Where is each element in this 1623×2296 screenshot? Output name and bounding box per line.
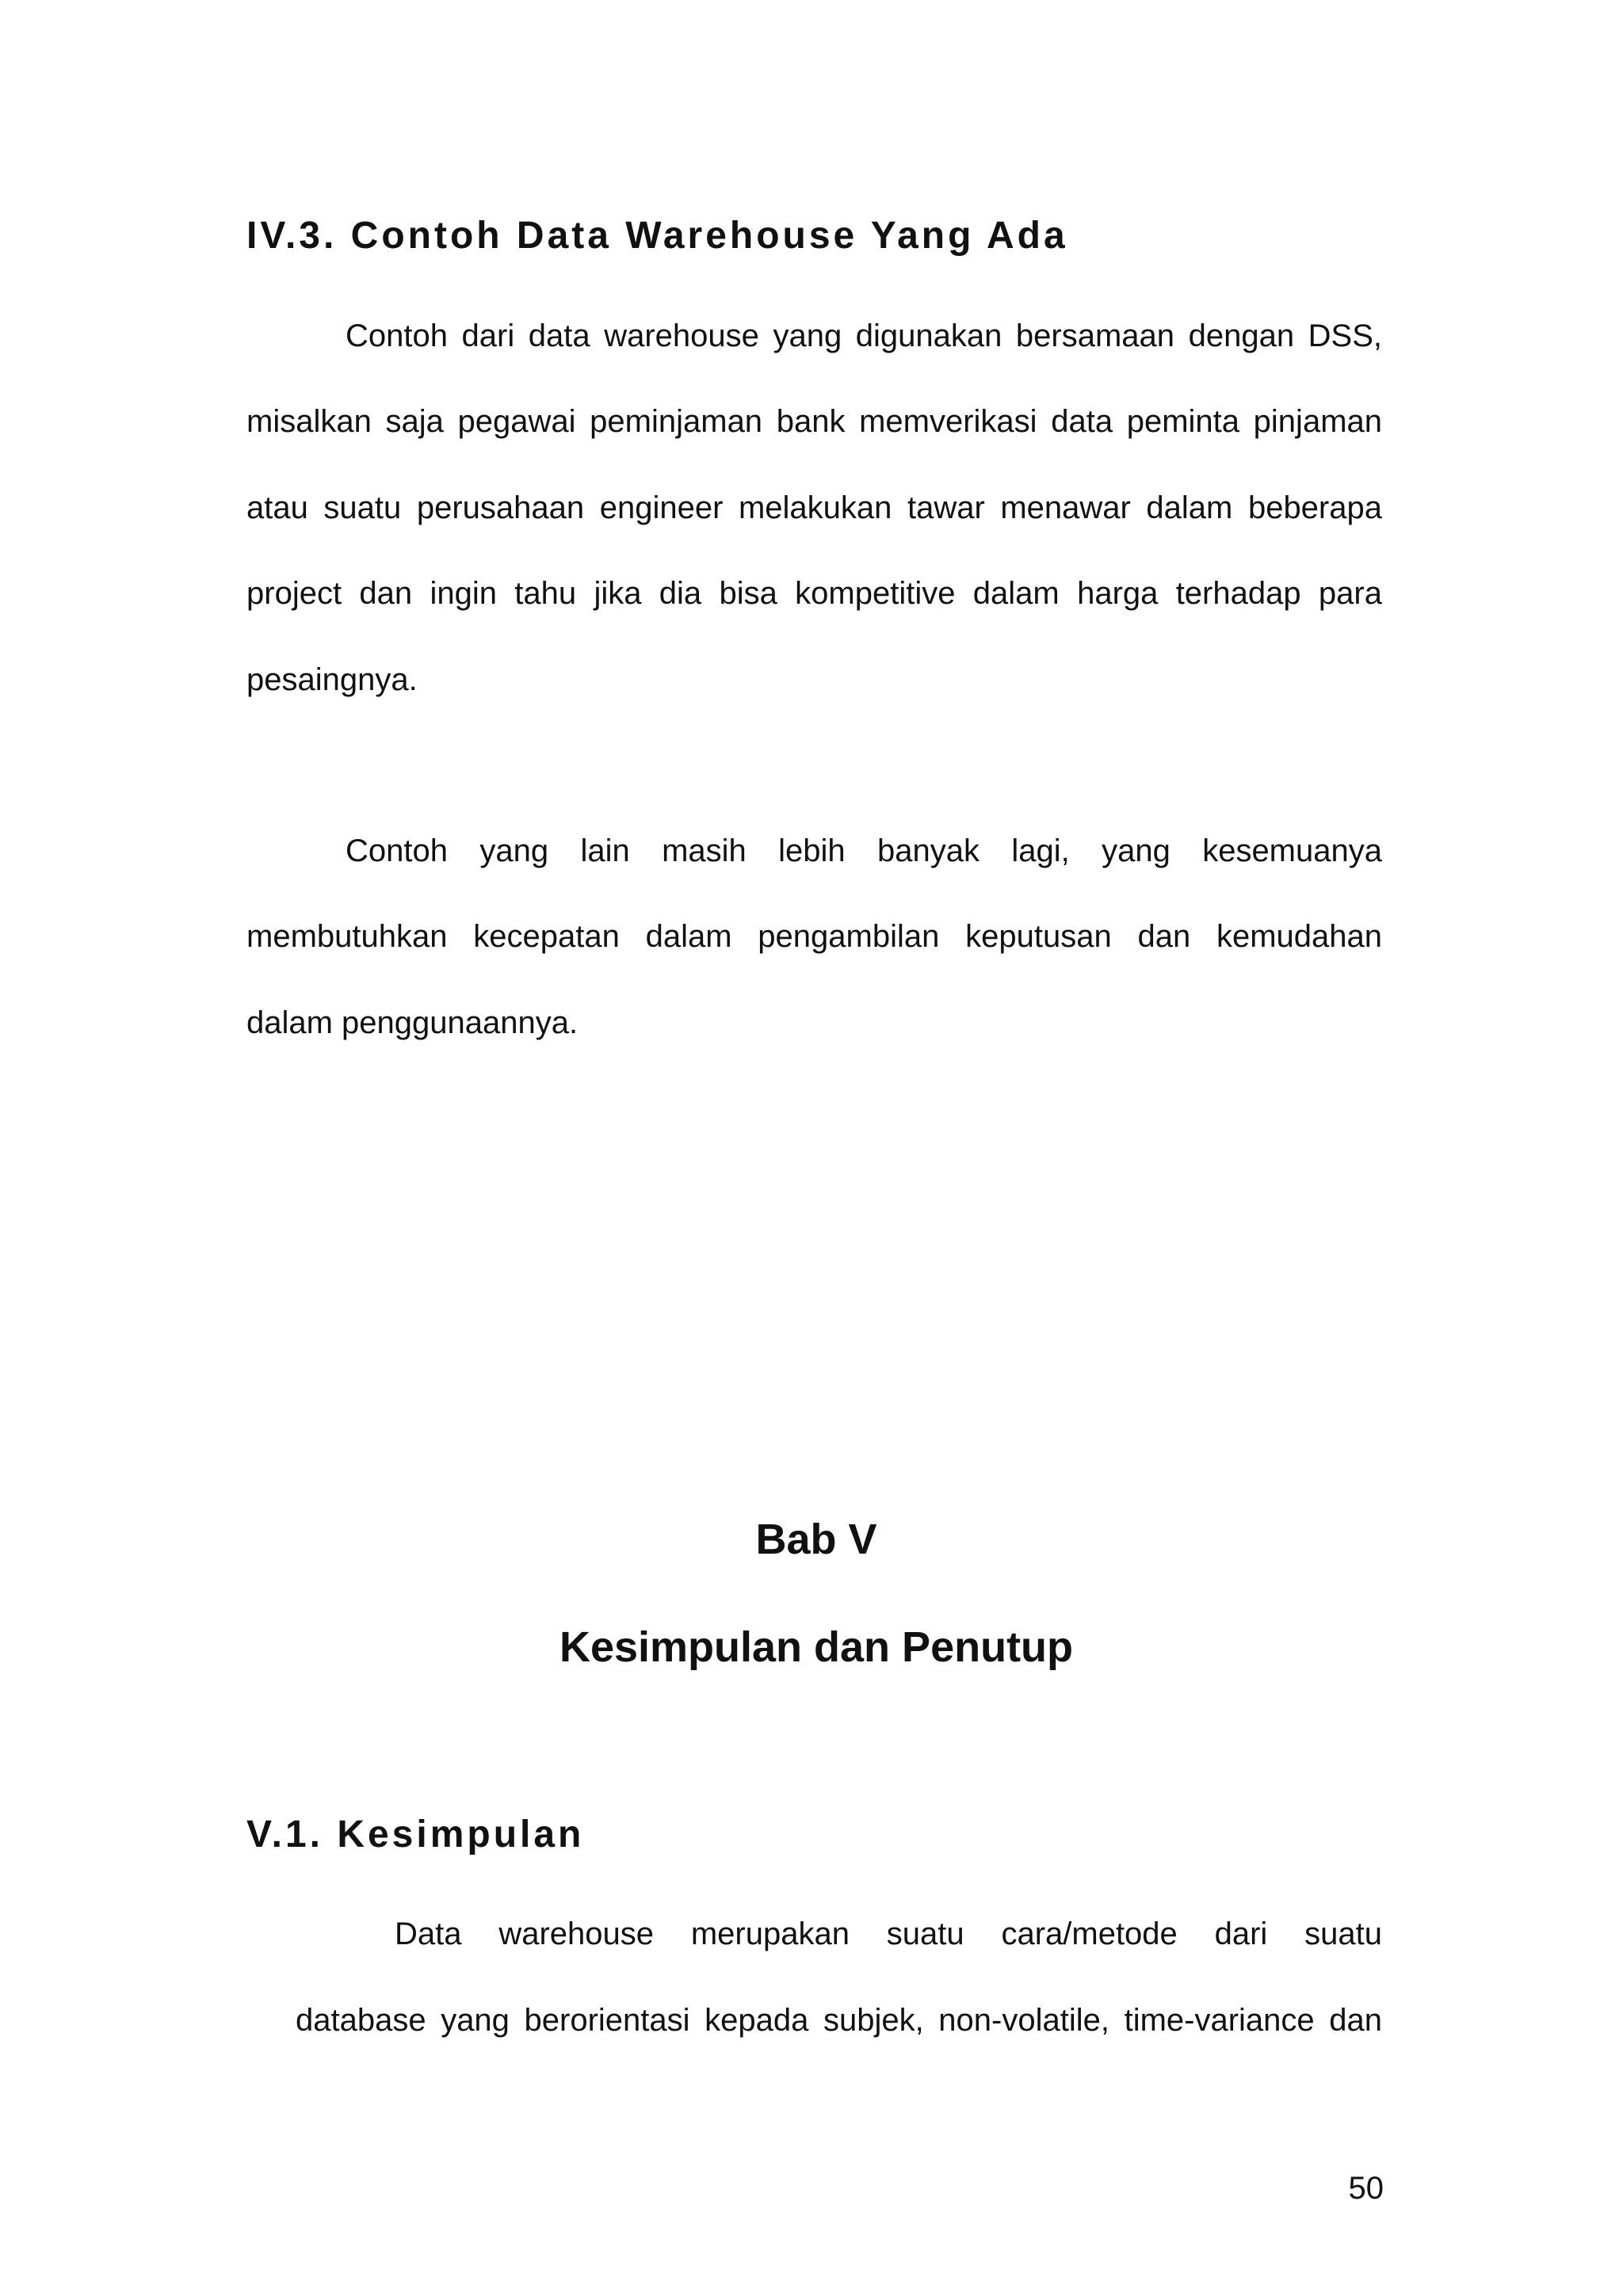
paragraph-line: project dan ingin tahu jika dia bisa kompetitive dalam harga terhadap para [246, 576, 1382, 611]
page-number: 50 [1348, 2171, 1384, 2206]
paragraph-line: database yang berorientasi kepada subjek, non-volatile, time-variance dan [296, 2003, 1382, 2038]
paragraph-line: membutuhkan kecepatan dalam pengambilan keputusan dan kemudahan [246, 919, 1382, 954]
paragraph-line: Contoh dari data warehouse yang digunakan bersamaan dengan DSS, [346, 318, 1382, 353]
paragraph-line: dalam penggunaannya. [246, 1005, 579, 1040]
paragraph-line: pesaingnya. [246, 662, 418, 697]
paragraph-line: Contoh yang lain masih lebih banyak lagi, yang kesemuanya [346, 833, 1382, 868]
section-heading-v1: V.1. Kesimpulan [246, 1814, 585, 1855]
chapter-number: Bab V [755, 1516, 877, 1563]
chapter-title: Kesimpulan dan Penutup [559, 1623, 1074, 1671]
paragraph-line: atau suatu perusahaan engineer melakukan tawar menawar dalam beberapa [246, 490, 1382, 525]
paragraph-line: Data warehouse merupakan suatu cara/metode dari suatu [395, 1917, 1382, 1951]
section-heading-iv3: IV.3. Contoh Data Warehouse Yang Ada [246, 215, 1068, 257]
paragraph-line: misalkan saja pegawai peminjaman bank memverikasi data peminta pinjaman [246, 404, 1382, 439]
